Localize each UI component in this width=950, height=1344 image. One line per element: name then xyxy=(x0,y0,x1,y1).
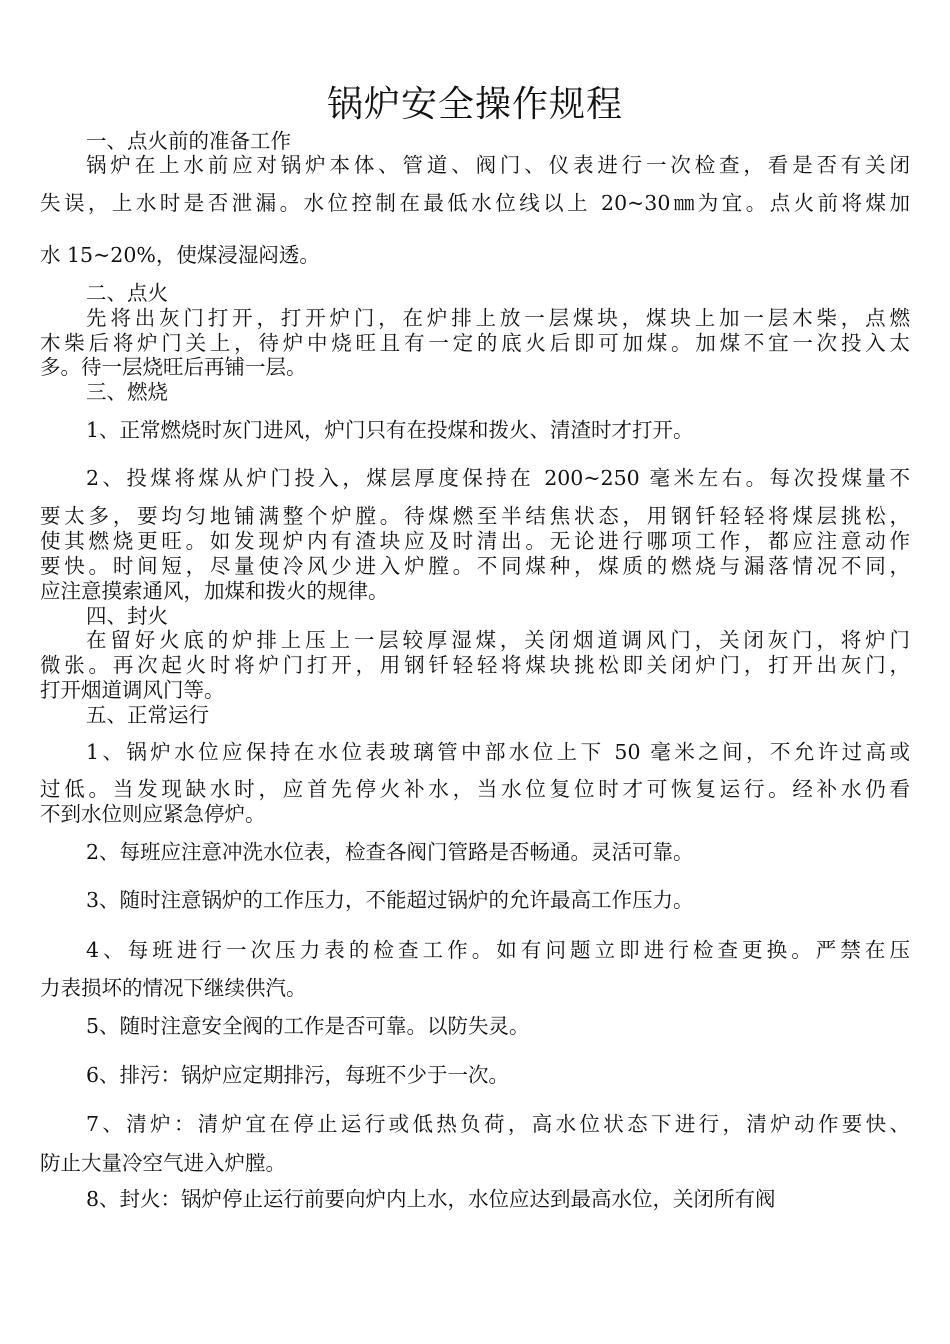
paragraph-line: 1、锅炉水位应保持在水位表玻璃管中部水位上下 50 毫米之间，不允许过高或 xyxy=(86,740,910,764)
paragraph-line: 4、每班进行一次压力表的检查工作。如有问题立即进行检查更换。严禁在压 xyxy=(86,938,910,962)
paragraph-line: 水 15~20%，使煤浸湿闷透。 xyxy=(40,243,320,267)
paragraph-line: 7、清炉：清炉宜在停止运行或低热负荷，高水位状态下进行，清炉动作要快、 xyxy=(86,1112,910,1136)
paragraph-line: 3、随时注意锅炉的工作压力，不能超过锅炉的允许最高工作压力。 xyxy=(86,888,694,912)
section-heading-banking: 四、封火 xyxy=(86,604,168,628)
paragraph-line: 防止大量冷空气进入炉膛。 xyxy=(40,1151,286,1175)
paragraph-line: 力表损坏的情况下继续供汽。 xyxy=(40,976,307,1000)
paragraph-line: 锅炉在上水前应对锅炉本体、管道、阀门、仪表进行一次检查，看是否有关闭 xyxy=(86,153,910,177)
paragraph-line: 木柴后将炉门关上，待炉中烧旺且有一定的底火后即可加煤。加煤不宜一次投入太 xyxy=(40,331,910,355)
paragraph-line: 1、正常燃烧时灰门进风，炉门只有在投煤和拨火、清渣时才打开。 xyxy=(86,418,694,442)
paragraph-line: 2、投煤将煤从炉门投入，煤层厚度保持在 200~250 毫米左右。每次投煤量不 xyxy=(86,466,910,490)
section-heading-operation: 五、正常运行 xyxy=(86,703,209,727)
paragraph-line: 8、封火：锅炉停止运行前要向炉内上水，水位应达到最高水位，关闭所有阀 xyxy=(86,1187,776,1211)
section-heading-combustion: 三、燃烧 xyxy=(86,380,168,404)
paragraph-line: 2、每班应注意冲洗水位表，检查各阀门管路是否畅通。灵活可靠。 xyxy=(86,840,694,864)
paragraph-line: 6、排污：锅炉应定期排污，每班不少于一次。 xyxy=(86,1063,510,1087)
paragraph-line: 要快。时间短，尽量使冷风少进入炉膛。不同煤种，煤质的燃烧与漏落情况不同， xyxy=(40,554,910,578)
paragraph-line: 先将出灰门打开，打开炉门，在炉排上放一层煤块，煤块上加一层木柴，点燃 xyxy=(86,306,910,330)
document-title: 锅炉安全操作规程 xyxy=(326,84,623,125)
paragraph-line: 要太多，要均匀地铺满整个炉膛。待煤燃至半结焦状态，用钢钎轻轻将煤层挑松， xyxy=(40,504,910,528)
paragraph-line: 多。待一层烧旺后再铺一层。 xyxy=(40,355,307,379)
section-heading-ignition: 二、点火 xyxy=(86,281,168,305)
paragraph-line: 过低。当发现缺水时，应首先停火补水，当水位复位时才可恢复运行。经补水仍看 xyxy=(40,777,910,801)
paragraph-line: 打开烟道调风门等。 xyxy=(40,678,225,702)
paragraph-line: 微张。再次起火时将炉门打开，用钢钎轻轻将煤块挑松即关闭炉门，打开出灰门， xyxy=(40,653,910,677)
paragraph-line: 不到水位则应紧急停炉。 xyxy=(40,802,266,826)
section-heading-prep: 一、点火前的准备工作 xyxy=(86,129,291,153)
paragraph-line: 在留好火底的炉排上压上一层较厚湿煤，关闭烟道调风门，关闭灰门，将炉门 xyxy=(86,628,910,652)
paragraph-line: 失误，上水时是否泄漏。水位控制在最低水位线以上 20~30㎜为宜。点火前将煤加 xyxy=(40,191,910,215)
paragraph-line: 使其燃烧更旺。如发现炉内有渣块应及时清出。无论进行哪项工作，都应注意动作 xyxy=(40,529,910,553)
paragraph-line: 5、随时注意安全阀的工作是否可靠。以防失灵。 xyxy=(86,1014,530,1038)
paragraph-line: 应注意摸索通风，加煤和拨火的规律。 xyxy=(40,579,389,603)
